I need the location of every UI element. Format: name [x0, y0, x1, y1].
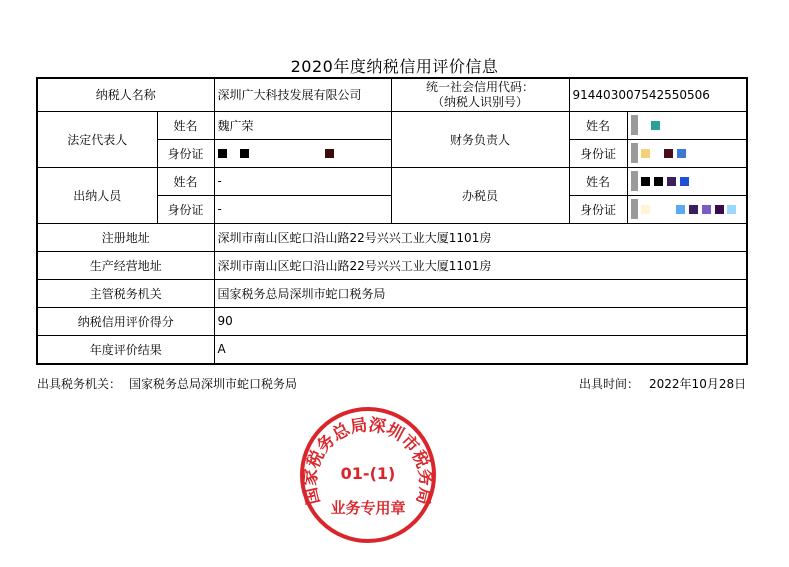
score-label: 纳税信用评价得分	[37, 307, 214, 335]
redaction-mark	[631, 199, 638, 219]
redaction-mark	[677, 149, 686, 158]
redaction-mark	[218, 149, 227, 158]
tax-officer-label: 办税员	[391, 167, 569, 223]
legal-rep-id-redacted	[214, 139, 391, 167]
biz-address-label: 生产经营地址	[37, 251, 214, 279]
cashier-id-label: 身份证	[157, 195, 214, 223]
redaction-mark	[631, 171, 638, 191]
tax-officer-id-label: 身份证	[569, 195, 627, 223]
credit-info-table	[36, 77, 748, 365]
redaction-mark	[651, 121, 660, 130]
redaction-mark	[664, 149, 673, 158]
credit-code-value: 914403007542550506	[569, 78, 747, 111]
page-title: 2020年度纳税信用评价信息	[290, 57, 499, 76]
redaction-mark	[240, 149, 249, 158]
score-value: 90	[214, 307, 747, 335]
credit-code-label	[391, 78, 569, 111]
cashier-label: 出纳人员	[37, 167, 157, 223]
redaction-mark	[631, 115, 638, 135]
legal-rep-name-label: 姓名	[157, 111, 214, 139]
taxpayer-name-value: 深圳广大科技发展有限公司	[214, 78, 391, 111]
redaction-mark	[702, 205, 711, 214]
issue-date-line	[579, 375, 746, 392]
redaction-mark	[667, 177, 676, 186]
taxpayer-name-label: 纳税人名称	[37, 78, 214, 111]
tax-officer-name-label: 姓名	[569, 167, 627, 195]
credit-code-label-line2: （纳税人识别号）	[432, 94, 529, 109]
cashier-name-value: -	[214, 167, 391, 195]
reg-address-label: 注册地址	[37, 223, 214, 251]
redaction-mark	[727, 205, 736, 214]
issue-date-value: 2022年10月28日	[649, 377, 747, 391]
seal-code: 01-(1)	[340, 464, 396, 483]
issuer-value: 国家税务总局深圳市蛇口税务局	[129, 377, 298, 391]
finance-head-name-label: 姓名	[569, 111, 627, 139]
redaction-mark	[631, 143, 638, 163]
legal-rep-id-label: 身份证	[157, 139, 214, 167]
tax-authority-value: 国家税务总局深圳市蛇口税务局	[214, 279, 747, 307]
redaction-mark	[689, 205, 698, 214]
finance-head-id-redacted	[627, 139, 747, 167]
reg-address-value: 深圳市南山区蛇口沿山路22号兴兴工业大厦1101房	[214, 223, 747, 251]
redaction-mark	[641, 205, 650, 214]
result-value: A	[214, 335, 747, 364]
legal-rep-label: 法定代表人	[37, 111, 157, 167]
issue-date-label: 出具时间：	[579, 377, 640, 391]
finance-head-name-redacted	[627, 111, 747, 139]
redaction-mark	[641, 149, 650, 158]
redaction-mark	[325, 149, 334, 158]
seal-purpose: 业务专用章	[330, 499, 406, 517]
redaction-mark	[676, 205, 685, 214]
redaction-mark	[641, 177, 650, 186]
finance-head-id-label: 身份证	[569, 139, 627, 167]
tax-officer-name-redacted	[627, 167, 747, 195]
biz-address-value: 深圳市南山区蛇口沿山路22号兴兴工业大厦1101房	[214, 251, 747, 279]
tax-authority-label: 主管税务机关	[37, 279, 214, 307]
redaction-mark	[680, 177, 689, 186]
official-seal	[296, 405, 440, 545]
legal-rep-name-value: 魏广荣	[214, 111, 391, 139]
tax-officer-id-redacted	[627, 195, 747, 223]
redaction-mark	[654, 177, 663, 186]
cashier-id-value: -	[214, 195, 391, 223]
seal-arc-text: 国家税务总局深圳市税务局	[300, 415, 436, 507]
finance-head-label: 财务负责人	[391, 111, 569, 167]
issuer-line	[37, 375, 297, 392]
cashier-name-label: 姓名	[157, 167, 214, 195]
issuer-label: 出具税务机关：	[37, 377, 122, 391]
credit-code-label-line1: 统一社会信用代码：	[426, 79, 535, 94]
redaction-mark	[715, 205, 724, 214]
result-label: 年度评价结果	[37, 335, 214, 364]
